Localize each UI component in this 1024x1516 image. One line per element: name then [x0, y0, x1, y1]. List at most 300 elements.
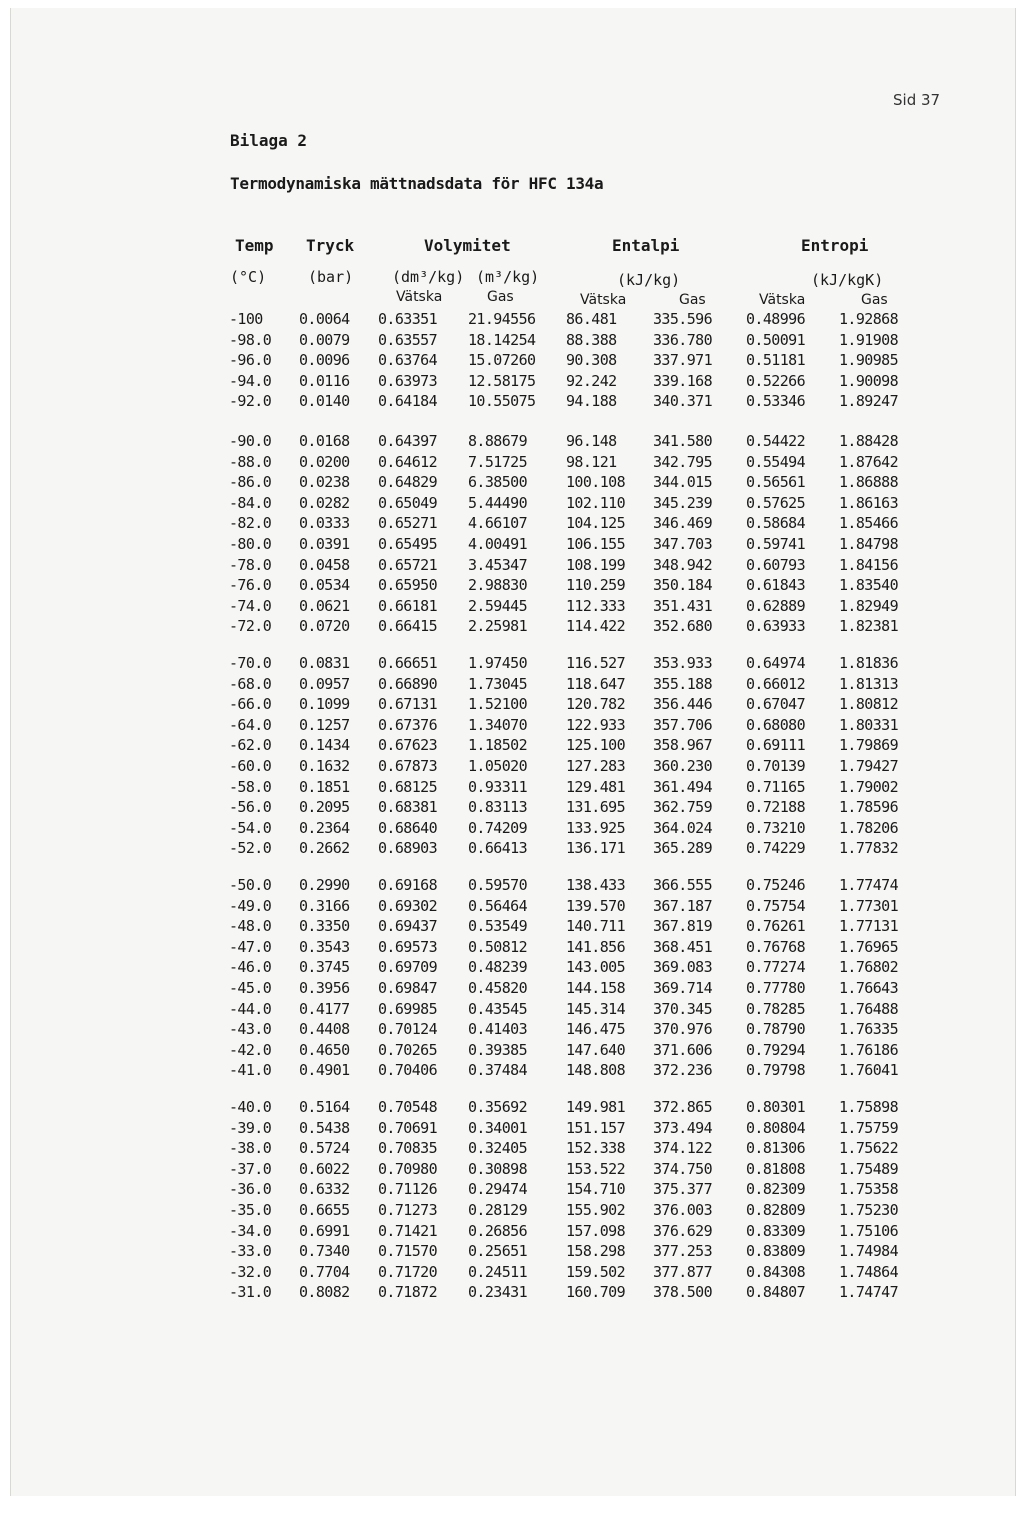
table-row [11, 473, 1015, 494]
cell-volume-gas: 0.39385 [468, 1040, 528, 1059]
cell-enthalpy-gas: 372.236 [653, 1061, 713, 1080]
table-row [11, 331, 1015, 352]
header-temp-unit: (°C) [230, 268, 267, 286]
cell-volume-gas: 0.53549 [468, 917, 528, 936]
cell-temp: -40.0 [229, 1098, 272, 1116]
cell-entropy-gas: 1.83540 [839, 576, 899, 595]
table-row [11, 1242, 1015, 1263]
cell-enthalpy-liquid: 106.155 [566, 534, 626, 553]
cell-enthalpy-gas: 335.596 [653, 310, 713, 328]
cell-volume-liquid: 0.71126 [378, 1180, 438, 1199]
cell-enthalpy-gas: 337.971 [653, 351, 713, 370]
header-enthalpy-liquid: Vätska [580, 292, 627, 308]
cell-entropy-liquid: 0.76768 [746, 937, 806, 956]
cell-pressure: 0.4650 [299, 1040, 350, 1059]
cell-temp: -34.0 [229, 1221, 272, 1240]
cell-entropy-liquid: 0.67047 [746, 695, 806, 714]
cell-entropy-liquid: 0.84308 [746, 1262, 806, 1281]
cell-pressure: 0.1257 [299, 715, 350, 734]
cell-entropy-liquid: 0.76261 [746, 917, 806, 936]
cell-enthalpy-liquid: 152.338 [566, 1139, 626, 1158]
cell-enthalpy-gas: 346.469 [653, 514, 713, 533]
cell-volume-gas: 1.73045 [468, 674, 528, 693]
cell-volume-gas: 1.52100 [468, 695, 528, 714]
cell-pressure: 0.5438 [299, 1118, 350, 1137]
cell-enthalpy-liquid: 86.481 [566, 310, 617, 328]
cell-volume-liquid: 0.67873 [378, 756, 438, 775]
cell-volume-gas: 0.30898 [468, 1159, 528, 1178]
table-row [11, 958, 1015, 979]
cell-enthalpy-gas: 350.184 [653, 576, 713, 595]
cell-enthalpy-liquid: 155.902 [566, 1200, 626, 1219]
table-row [11, 1098, 1015, 1119]
cell-enthalpy-liquid: 98.121 [566, 452, 617, 471]
cell-temp: -37.0 [229, 1159, 272, 1178]
cell-volume-liquid: 0.64184 [378, 392, 438, 411]
cell-volume-gas: 2.25981 [468, 617, 528, 636]
cell-temp: -80.0 [229, 534, 272, 553]
cell-volume-gas: 0.26856 [468, 1221, 528, 1240]
cell-entropy-liquid: 0.55494 [746, 452, 806, 471]
cell-enthalpy-gas: 360.230 [653, 756, 713, 775]
cell-enthalpy-liquid: 146.475 [566, 1020, 626, 1039]
cell-temp: -100 [229, 310, 263, 328]
cell-pressure: 0.7340 [299, 1242, 350, 1261]
cell-entropy-gas: 1.92868 [839, 310, 899, 328]
cell-pressure: 0.0391 [299, 534, 350, 553]
cell-volume-liquid: 0.70124 [378, 1020, 438, 1039]
cell-temp: -48.0 [229, 917, 272, 936]
cell-entropy-gas: 1.87642 [839, 452, 899, 471]
cell-entropy-liquid: 0.78285 [746, 999, 806, 1018]
cell-pressure: 0.0168 [299, 432, 350, 450]
cell-volume-gas: 15.07260 [468, 351, 536, 370]
cell-temp: -74.0 [229, 596, 272, 615]
cell-enthalpy-liquid: 157.098 [566, 1221, 626, 1240]
table-row [11, 1180, 1015, 1201]
cell-entropy-liquid: 0.62889 [746, 596, 806, 615]
cell-entropy-gas: 1.90098 [839, 371, 899, 390]
cell-volume-liquid: 0.63351 [378, 310, 438, 328]
cell-temp: -88.0 [229, 452, 272, 471]
cell-enthalpy-liquid: 131.695 [566, 798, 626, 817]
table-row [11, 917, 1015, 938]
cell-entropy-liquid: 0.75246 [746, 876, 806, 894]
cell-entropy-gas: 1.77131 [839, 917, 899, 936]
cell-volume-liquid: 0.64397 [378, 432, 438, 450]
header-entropy-gas: Gas [861, 292, 888, 308]
cell-enthalpy-liquid: 133.925 [566, 818, 626, 837]
cell-volume-liquid: 0.69168 [378, 876, 438, 894]
cell-pressure: 0.1632 [299, 756, 350, 775]
cell-temp: -60.0 [229, 756, 272, 775]
table-row [11, 897, 1015, 918]
cell-volume-liquid: 0.63764 [378, 351, 438, 370]
cell-pressure: 0.6655 [299, 1200, 350, 1219]
cell-enthalpy-gas: 342.795 [653, 452, 713, 471]
cell-volume-gas: 2.59445 [468, 596, 528, 615]
cell-volume-gas: 0.93311 [468, 777, 528, 796]
cell-entropy-liquid: 0.57625 [746, 493, 806, 512]
cell-temp: -62.0 [229, 736, 272, 755]
cell-enthalpy-liquid: 108.199 [566, 555, 626, 574]
cell-volume-gas: 0.25651 [468, 1242, 528, 1261]
cell-pressure: 0.0957 [299, 674, 350, 693]
cell-temp: -46.0 [229, 958, 272, 977]
cell-enthalpy-liquid: 90.308 [566, 351, 617, 370]
cell-temp: -76.0 [229, 576, 272, 595]
cell-pressure: 0.0064 [299, 310, 350, 328]
cell-pressure: 0.6332 [299, 1180, 350, 1199]
cell-enthalpy-gas: 370.345 [653, 999, 713, 1018]
cell-temp: -56.0 [229, 798, 272, 817]
cell-pressure: 0.0200 [299, 452, 350, 471]
table-row [11, 351, 1015, 372]
cell-volume-liquid: 0.71720 [378, 1262, 438, 1281]
cell-entropy-gas: 1.78596 [839, 798, 899, 817]
header-temp: Temp [235, 236, 274, 255]
cell-temp: -49.0 [229, 896, 272, 915]
cell-pressure: 0.0096 [299, 351, 350, 370]
cell-pressure: 0.0621 [299, 596, 350, 615]
cell-volume-gas: 0.83113 [468, 798, 528, 817]
cell-pressure: 0.8082 [299, 1283, 350, 1302]
cell-volume-liquid: 0.65950 [378, 576, 438, 595]
cell-volume-liquid: 0.70980 [378, 1159, 438, 1178]
cell-enthalpy-liquid: 102.110 [566, 493, 626, 512]
cell-temp: -47.0 [229, 937, 272, 956]
cell-temp: -90.0 [229, 432, 272, 450]
cell-entropy-gas: 1.76488 [839, 999, 899, 1018]
cell-temp: -41.0 [229, 1061, 272, 1080]
cell-temp: -42.0 [229, 1040, 272, 1059]
cell-entropy-gas: 1.77301 [839, 896, 899, 915]
cell-volume-gas: 0.50812 [468, 937, 528, 956]
cell-pressure: 0.1434 [299, 736, 350, 755]
table-block [11, 1098, 1015, 1304]
cell-enthalpy-liquid: 159.502 [566, 1262, 626, 1281]
cell-volume-gas: 0.34001 [468, 1118, 528, 1137]
cell-pressure: 0.1099 [299, 695, 350, 714]
cell-entropy-gas: 1.86888 [839, 473, 899, 492]
cell-enthalpy-gas: 377.253 [653, 1242, 713, 1261]
table-row [11, 392, 1015, 413]
cell-pressure: 0.7704 [299, 1262, 350, 1281]
cell-enthalpy-gas: 375.377 [653, 1180, 713, 1199]
cell-temp: -39.0 [229, 1118, 272, 1137]
cell-enthalpy-gas: 376.629 [653, 1221, 713, 1240]
header-enthalpy-unit: (kJ/kg) [617, 271, 681, 289]
table-row [11, 494, 1015, 515]
cell-volume-liquid: 0.69847 [378, 978, 438, 997]
appendix-label: Bilaga 2 [230, 131, 308, 150]
cell-enthalpy-liquid: 149.981 [566, 1098, 626, 1116]
table-row [11, 1283, 1015, 1304]
cell-entropy-gas: 1.90985 [839, 351, 899, 370]
cell-enthalpy-liquid: 160.709 [566, 1283, 626, 1302]
cell-volume-liquid: 0.71872 [378, 1283, 438, 1302]
cell-volume-liquid: 0.65271 [378, 514, 438, 533]
cell-pressure: 0.0079 [299, 330, 350, 349]
cell-enthalpy-gas: 376.003 [653, 1200, 713, 1219]
cell-enthalpy-liquid: 151.157 [566, 1118, 626, 1137]
cell-temp: -72.0 [229, 617, 272, 636]
cell-pressure: 0.0140 [299, 392, 350, 411]
cell-entropy-gas: 1.76643 [839, 978, 899, 997]
table-row [11, 1263, 1015, 1284]
table-row [11, 938, 1015, 959]
cell-temp: -44.0 [229, 999, 272, 1018]
cell-temp: -96.0 [229, 351, 272, 370]
cell-entropy-liquid: 0.48996 [746, 310, 806, 328]
cell-volume-liquid: 0.67131 [378, 695, 438, 714]
table-row [11, 675, 1015, 696]
cell-enthalpy-liquid: 104.125 [566, 514, 626, 533]
table-row [11, 1222, 1015, 1243]
cell-entropy-gas: 1.76335 [839, 1020, 899, 1039]
cell-volume-gas: 0.66413 [468, 839, 528, 858]
header-volume-liquid: Vätska [396, 289, 443, 305]
cell-volume-gas: 1.18502 [468, 736, 528, 755]
cell-entropy-gas: 1.77832 [839, 839, 899, 858]
cell-enthalpy-gas: 367.819 [653, 917, 713, 936]
cell-volume-gas: 12.58175 [468, 371, 536, 390]
table-row [11, 1061, 1015, 1082]
cell-volume-liquid: 0.69573 [378, 937, 438, 956]
cell-entropy-liquid: 0.77274 [746, 958, 806, 977]
cell-pressure: 0.2990 [299, 876, 350, 894]
cell-pressure: 0.0116 [299, 371, 350, 390]
cell-pressure: 0.0720 [299, 617, 350, 636]
cell-pressure: 0.3745 [299, 958, 350, 977]
cell-entropy-gas: 1.91908 [839, 330, 899, 349]
cell-entropy-gas: 1.75230 [839, 1200, 899, 1219]
cell-pressure: 0.2095 [299, 798, 350, 817]
cell-volume-liquid: 0.70406 [378, 1061, 438, 1080]
cell-entropy-liquid: 0.77780 [746, 978, 806, 997]
cell-temp: -35.0 [229, 1200, 272, 1219]
cell-enthalpy-gas: 356.446 [653, 695, 713, 714]
cell-enthalpy-liquid: 147.640 [566, 1040, 626, 1059]
cell-entropy-gas: 1.76041 [839, 1061, 899, 1080]
cell-volume-liquid: 0.63557 [378, 330, 438, 349]
cell-enthalpy-gas: 374.750 [653, 1159, 713, 1178]
cell-temp: -32.0 [229, 1262, 272, 1281]
cell-volume-liquid: 0.65495 [378, 534, 438, 553]
table-row [11, 576, 1015, 597]
cell-enthalpy-gas: 340.371 [653, 392, 713, 411]
table-row [11, 798, 1015, 819]
cell-volume-gas: 4.00491 [468, 534, 528, 553]
cell-entropy-gas: 1.85466 [839, 514, 899, 533]
cell-entropy-gas: 1.79002 [839, 777, 899, 796]
cell-enthalpy-gas: 365.289 [653, 839, 713, 858]
cell-enthalpy-gas: 339.168 [653, 371, 713, 390]
cell-temp: -86.0 [229, 473, 272, 492]
cell-entropy-gas: 1.84156 [839, 555, 899, 574]
header-volume-liquid-unit: (dm³/kg) [392, 268, 465, 286]
cell-enthalpy-liquid: 112.333 [566, 596, 626, 615]
table-row [11, 514, 1015, 535]
cell-temp: -38.0 [229, 1139, 272, 1158]
header-entropy-unit: (kJ/kgK) [811, 271, 884, 289]
cell-enthalpy-liquid: 153.522 [566, 1159, 626, 1178]
cell-entropy-gas: 1.74984 [839, 1242, 899, 1261]
cell-pressure: 0.3166 [299, 896, 350, 915]
cell-temp: -78.0 [229, 555, 272, 574]
cell-enthalpy-gas: 369.714 [653, 978, 713, 997]
cell-enthalpy-gas: 367.187 [653, 896, 713, 915]
cell-temp: -31.0 [229, 1283, 272, 1302]
table-row [11, 1160, 1015, 1181]
cell-enthalpy-gas: 355.188 [653, 674, 713, 693]
cell-enthalpy-liquid: 129.481 [566, 777, 626, 796]
cell-entropy-gas: 1.76186 [839, 1040, 899, 1059]
cell-entropy-gas: 1.75622 [839, 1139, 899, 1158]
cell-entropy-gas: 1.75759 [839, 1118, 899, 1137]
table-row [11, 839, 1015, 860]
cell-entropy-gas: 1.81836 [839, 654, 899, 672]
cell-volume-liquid: 0.69437 [378, 917, 438, 936]
cell-volume-liquid: 0.66181 [378, 596, 438, 615]
cell-enthalpy-liquid: 110.259 [566, 576, 626, 595]
cell-enthalpy-gas: 377.877 [653, 1262, 713, 1281]
cell-entropy-gas: 1.74747 [839, 1283, 899, 1302]
cell-entropy-liquid: 0.74229 [746, 839, 806, 858]
cell-volume-liquid: 0.70265 [378, 1040, 438, 1059]
cell-enthalpy-liquid: 100.108 [566, 473, 626, 492]
cell-enthalpy-gas: 366.555 [653, 876, 713, 894]
cell-entropy-liquid: 0.80804 [746, 1118, 806, 1137]
cell-entropy-liquid: 0.81808 [746, 1159, 806, 1178]
cell-entropy-liquid: 0.82809 [746, 1200, 806, 1219]
cell-temp: -70.0 [229, 654, 272, 672]
cell-entropy-liquid: 0.54422 [746, 432, 806, 450]
cell-entropy-liquid: 0.59741 [746, 534, 806, 553]
document-page [10, 8, 1016, 1496]
cell-volume-liquid: 0.69985 [378, 999, 438, 1018]
header-enthalpy: Entalpi [612, 236, 680, 255]
cell-volume-gas: 0.48239 [468, 958, 528, 977]
cell-volume-gas: 0.28129 [468, 1200, 528, 1219]
table-row [11, 432, 1015, 453]
table-row [11, 1000, 1015, 1021]
cell-enthalpy-gas: 341.580 [653, 432, 713, 450]
cell-entropy-gas: 1.86163 [839, 493, 899, 512]
cell-volume-gas: 2.98830 [468, 576, 528, 595]
cell-enthalpy-gas: 378.500 [653, 1283, 713, 1302]
header-entropy: Entropi [801, 236, 869, 255]
cell-volume-gas: 0.59570 [468, 876, 528, 894]
table-row [11, 695, 1015, 716]
cell-enthalpy-liquid: 139.570 [566, 896, 626, 915]
cell-enthalpy-gas: 352.680 [653, 617, 713, 636]
cell-volume-liquid: 0.66890 [378, 674, 438, 693]
cell-volume-gas: 0.23431 [468, 1283, 528, 1302]
cell-entropy-liquid: 0.73210 [746, 818, 806, 837]
table-block [11, 432, 1015, 638]
cell-entropy-liquid: 0.83809 [746, 1242, 806, 1261]
cell-entropy-liquid: 0.83309 [746, 1221, 806, 1240]
page-number: Sid 37 [893, 91, 941, 109]
table-row [11, 535, 1015, 556]
cell-enthalpy-liquid: 118.647 [566, 674, 626, 693]
cell-volume-liquid: 0.68381 [378, 798, 438, 817]
cell-enthalpy-liquid: 96.148 [566, 432, 617, 450]
cell-volume-gas: 4.66107 [468, 514, 528, 533]
cell-volume-gas: 10.55075 [468, 392, 536, 411]
cell-pressure: 0.5164 [299, 1098, 350, 1116]
table-row [11, 778, 1015, 799]
cell-entropy-gas: 1.80812 [839, 695, 899, 714]
cell-enthalpy-liquid: 116.527 [566, 654, 626, 672]
table-row [11, 819, 1015, 840]
cell-volume-gas: 6.38500 [468, 473, 528, 492]
cell-volume-liquid: 0.65049 [378, 493, 438, 512]
table-row [11, 372, 1015, 393]
cell-temp: -68.0 [229, 674, 272, 693]
cell-entropy-gas: 1.75898 [839, 1098, 899, 1116]
cell-entropy-gas: 1.78206 [839, 818, 899, 837]
cell-enthalpy-liquid: 141.856 [566, 937, 626, 956]
cell-volume-liquid: 0.65721 [378, 555, 438, 574]
cell-pressure: 0.0333 [299, 514, 350, 533]
cell-entropy-gas: 1.75358 [839, 1180, 899, 1199]
cell-entropy-gas: 1.77474 [839, 876, 899, 894]
table-row [11, 597, 1015, 618]
cell-entropy-liquid: 0.69111 [746, 736, 806, 755]
cell-enthalpy-gas: 357.706 [653, 715, 713, 734]
cell-enthalpy-liquid: 122.933 [566, 715, 626, 734]
table-row [11, 1119, 1015, 1140]
cell-entropy-liquid: 0.60793 [746, 555, 806, 574]
cell-pressure: 0.0282 [299, 493, 350, 512]
table-row [11, 757, 1015, 778]
table-row [11, 1041, 1015, 1062]
cell-volume-liquid: 0.66415 [378, 617, 438, 636]
cell-volume-gas: 0.74209 [468, 818, 528, 837]
cell-volume-gas: 3.45347 [468, 555, 528, 574]
cell-entropy-liquid: 0.50091 [746, 330, 806, 349]
cell-enthalpy-liquid: 125.100 [566, 736, 626, 755]
cell-enthalpy-gas: 336.780 [653, 330, 713, 349]
cell-volume-gas: 18.14254 [468, 330, 536, 349]
cell-pressure: 0.2364 [299, 818, 350, 837]
cell-volume-gas: 21.94556 [468, 310, 536, 328]
cell-volume-liquid: 0.70835 [378, 1139, 438, 1158]
cell-entropy-gas: 1.82381 [839, 617, 899, 636]
cell-enthalpy-liquid: 143.005 [566, 958, 626, 977]
cell-entropy-gas: 1.79869 [839, 736, 899, 755]
header-volume-gas-unit: (m³/kg) [476, 268, 540, 286]
cell-enthalpy-gas: 372.865 [653, 1098, 713, 1116]
cell-enthalpy-gas: 348.942 [653, 555, 713, 574]
cell-entropy-liquid: 0.80301 [746, 1098, 806, 1116]
cell-enthalpy-gas: 371.606 [653, 1040, 713, 1059]
cell-entropy-gas: 1.76802 [839, 958, 899, 977]
cell-entropy-gas: 1.81313 [839, 674, 899, 693]
cell-entropy-gas: 1.76965 [839, 937, 899, 956]
cell-enthalpy-liquid: 114.422 [566, 617, 626, 636]
cell-temp: -45.0 [229, 978, 272, 997]
table-row [11, 1139, 1015, 1160]
cell-volume-liquid: 0.71570 [378, 1242, 438, 1261]
cell-temp: -52.0 [229, 839, 272, 858]
table-block [11, 654, 1015, 860]
cell-enthalpy-liquid: 140.711 [566, 917, 626, 936]
cell-enthalpy-gas: 370.976 [653, 1020, 713, 1039]
cell-entropy-liquid: 0.79798 [746, 1061, 806, 1080]
